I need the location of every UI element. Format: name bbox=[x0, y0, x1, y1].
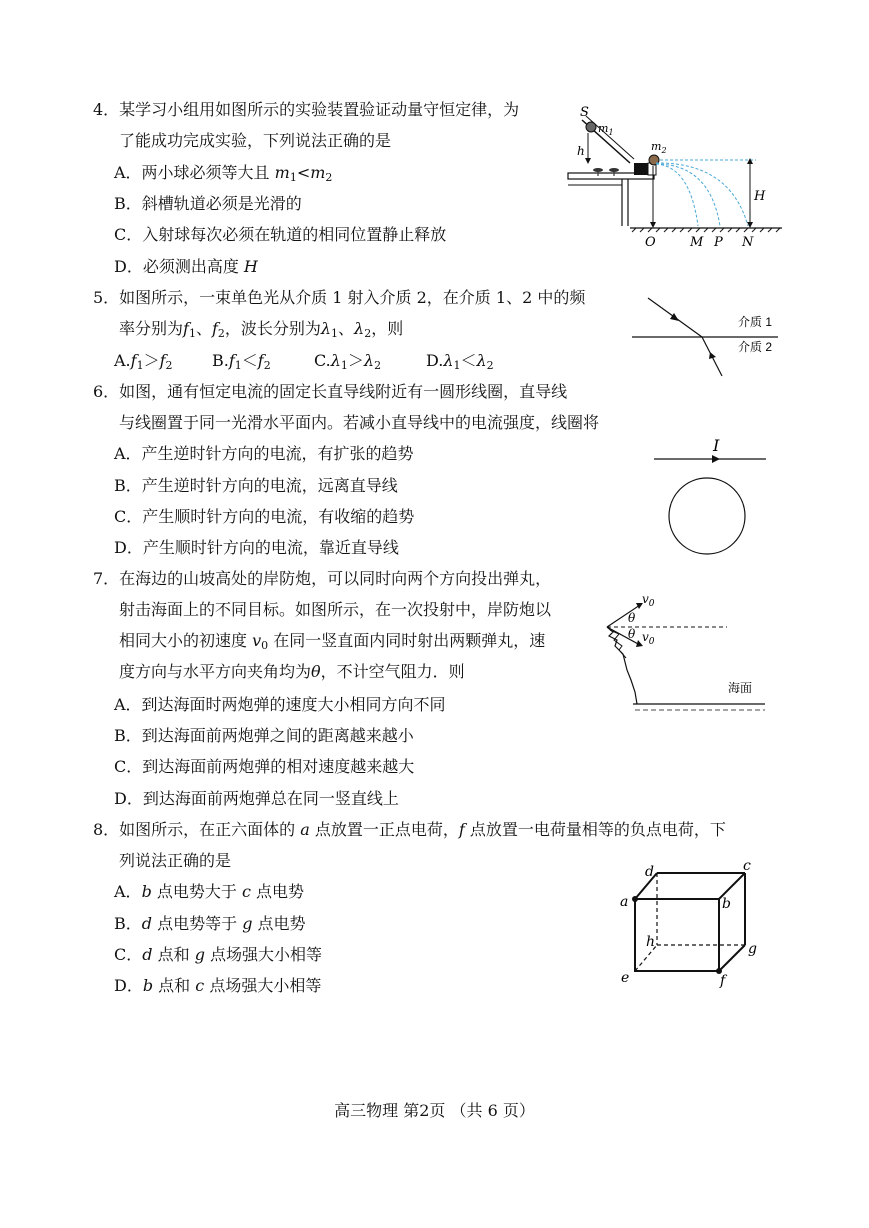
q5-option-d: $D.\lambda_1<\lambda_2$ bbox=[426, 351, 494, 372]
q8-stem-line1: 8．如图所示，在正六面体的 a 点放置一正点电荷，f 点放置一电荷量相等的负点电荷，下 bbox=[93, 820, 726, 839]
q4-option-a: A．两小球必须等大且 $m_1<m_2$ bbox=[114, 163, 333, 184]
track-end-block bbox=[634, 163, 648, 175]
label-medium-2: 介质 2 bbox=[738, 340, 773, 354]
q8-stem-line2: 列说法正确的是 bbox=[119, 851, 232, 870]
q8-cube-figure bbox=[615, 860, 765, 990]
q6-stem-line2: 与线圈置于同一光滑水平面内。若减小直导线中的电流强度，线圈将 bbox=[119, 413, 600, 432]
q6-wire-coil-figure bbox=[650, 432, 775, 562]
q4-option-d: D．必须测出高度 H bbox=[114, 257, 258, 276]
label-m1: $m_1$ bbox=[598, 122, 614, 137]
q5-option-b: $B.f_1<f_2$ bbox=[212, 351, 271, 372]
label-b: b bbox=[722, 896, 731, 912]
label-O: O bbox=[645, 235, 656, 250]
label-I: I bbox=[713, 436, 720, 455]
page-footer: 高三物理 第2页 （共 6 页） bbox=[334, 1101, 535, 1120]
label-c: c bbox=[743, 860, 751, 874]
label-H: H bbox=[754, 189, 766, 204]
q7-coastal-gun-figure bbox=[595, 588, 770, 723]
q8-option-a: A．b 点电势大于 c 点电势 bbox=[114, 882, 305, 901]
q5-option-a: $A.f_1>f_2$ bbox=[114, 351, 173, 372]
label-m2: $m_2$ bbox=[651, 140, 667, 155]
label-e: e bbox=[621, 970, 630, 986]
label-g: g bbox=[748, 941, 757, 957]
label-a: a bbox=[620, 894, 629, 910]
q7-stem-line2: 射击海面上的不同目标。如图所示，在一次投射中，岸防炮以 bbox=[119, 600, 552, 619]
label-theta-up: θ bbox=[628, 611, 636, 625]
q8-option-d: D．b 点和 c 点场强大小相等 bbox=[114, 976, 322, 995]
label-medium-1: 介质 1 bbox=[738, 315, 773, 329]
q7-option-a: A．到达海面时两炮弹的速度大小相同方向不同 bbox=[114, 695, 446, 714]
q7-option-d: D．到达海面前两炮弹总在同一竖直线上 bbox=[114, 789, 399, 808]
q4-stem-line1: 4．某学习小组用如图所示的实验装置验证动量守恒定律，为 bbox=[93, 100, 520, 119]
label-v0-up: $v_0$ bbox=[642, 592, 655, 609]
q5-stem-line2: 率分别为$f_1$、$f_2$，波长分别为$\lambda_1$、$\lambda_2$，则 bbox=[119, 319, 404, 340]
label-N: N bbox=[742, 235, 754, 250]
label-h: h bbox=[577, 144, 585, 158]
point-charge-a bbox=[632, 896, 638, 902]
q7-stem-line3: 相同大小的初速度 $v_0$ 在同一竖直面内同时射出两颗弹丸，速 bbox=[119, 631, 546, 652]
q6-option-c: C．产生顺时针方向的电流，有收缩的趋势 bbox=[114, 507, 415, 526]
q6-stem-line1: 6．如图，通有恒定电流的固定长直导线附近有一圆形线圈，直导线 bbox=[93, 382, 568, 401]
label-d: d bbox=[645, 864, 654, 880]
q7-option-c: C．到达海面前两炮弹的相对速度越来越大 bbox=[114, 757, 415, 776]
label-theta-down: θ bbox=[628, 627, 636, 641]
q7-option-b: B．到达海面前两炮弹之间的距离越来越小 bbox=[114, 726, 414, 745]
label-S: S bbox=[580, 105, 589, 120]
q7-stem-line4: 度方向与水平方向夹角均为θ，不计空气阻力．则 bbox=[119, 662, 465, 681]
q6-option-d: D．产生顺时针方向的电流，靠近直导线 bbox=[114, 538, 399, 557]
q8-option-c: C．d 点和 g 点场强大小相等 bbox=[114, 945, 323, 964]
q4-momentum-apparatus-figure bbox=[560, 100, 785, 250]
q5-stem-line1: 5．如图所示，一束单色光从介质 1 射入介质 2，在介质 1、2 中的频 bbox=[93, 288, 586, 307]
q5-refraction-figure bbox=[630, 290, 790, 385]
q4-option-b: B．斜槽轨道必须是光滑的 bbox=[114, 194, 302, 213]
q4-stem-line2: 了能成功完成实验，下列说法正确的是 bbox=[119, 131, 392, 150]
label-M: M bbox=[690, 235, 704, 250]
q6-option-a: A．产生逆时针方向的电流，有扩张的趋势 bbox=[114, 444, 414, 463]
q8-option-b: B．d 点电势等于 g 点电势 bbox=[114, 914, 306, 933]
label-P: P bbox=[714, 235, 723, 250]
q4-option-c: C．入射球每次必须在轨道的相同位置静止释放 bbox=[114, 225, 447, 244]
q7-stem-line1: 7．在海边的山坡高处的岸防炮，可以同时向两个方向投出弹丸， bbox=[93, 569, 552, 588]
label-h: h bbox=[646, 934, 656, 950]
label-sea: 海面 bbox=[728, 681, 753, 695]
current-arrow bbox=[712, 455, 720, 463]
ball-m2 bbox=[649, 155, 659, 165]
circular-coil bbox=[669, 478, 745, 554]
q6-option-b: B．产生逆时针方向的电流，远离直导线 bbox=[114, 476, 398, 495]
label-f: f bbox=[720, 973, 726, 989]
q5-option-c: $C.\lambda_1>\lambda_2$ bbox=[314, 351, 382, 372]
label-v0-down: $v_0$ bbox=[642, 630, 655, 647]
ball-m1 bbox=[586, 122, 596, 132]
